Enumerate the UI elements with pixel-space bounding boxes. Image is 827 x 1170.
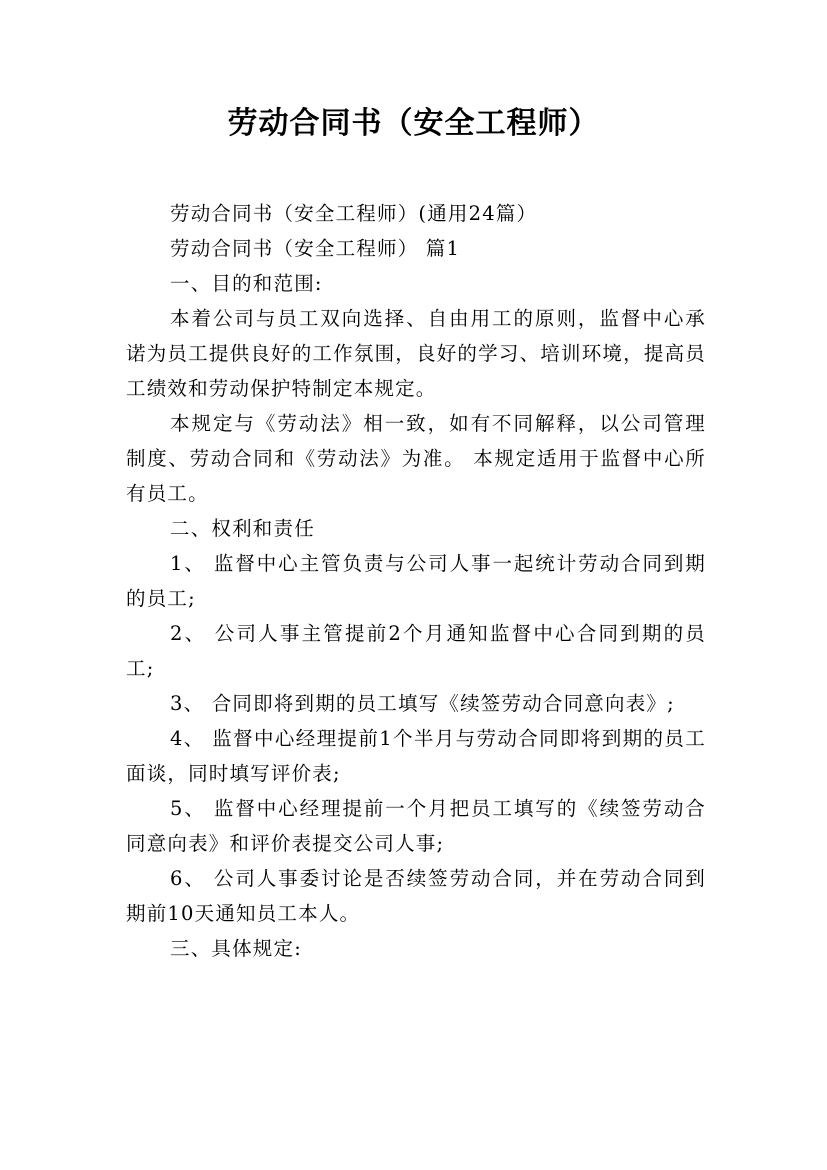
heading-specific-rules: 三、具体规定: [170, 937, 302, 960]
subtitle-paragraph: 劳动合同书（安全工程师）(通用24篇） [170, 202, 538, 225]
list-item-6: 6、 公司人事委讨论是否续签劳动合同，并在劳动合同到期前10天通知员工本人。 [126, 867, 706, 925]
heading-purpose-scope: 一、目的和范围: [170, 272, 323, 295]
paragraph-principle: 本着公司与员工双向选择、自由用工的原则，监督中心承诺为员工提供良好的工作氛围，良好的学习、培训环境，提高员工绩效和劳动保护特制定本规定。 [126, 307, 706, 400]
list-item-3: 3、 合同即将到期的员工填写《续签劳动合同意向表》; [170, 692, 675, 715]
document-body [126, 196, 706, 966]
heading-rights-responsibilities: 二、权利和责任 [170, 517, 315, 540]
list-item-1: 1、 监督中心主管负责与公司人事一起统计劳动合同到期的员工; [126, 552, 706, 610]
document-title: 劳动合同书（安全工程师） [227, 106, 600, 141]
section-heading-part-1: 劳动合同书（安全工程师） 篇1 [170, 237, 461, 260]
list-item-5: 5、 监督中心经理提前一个月把员工填写的《续签劳动合同意向表》和评价表提交公司人事; [126, 797, 706, 855]
list-item-2: 2、 公司人事主管提前2个月通知监督中心合同到期的员工; [126, 622, 706, 680]
list-item-4: 4、 监督中心经理提前1个半月与劳动合同即将到期的员工面谈，同时填写评价表; [126, 727, 706, 785]
paragraph-applicability: 本规定与《劳动法》相一致，如有不同解释，以公司管理制度、劳动合同和《劳动法》为准。 本规定适用于监督中心所有员工。 [126, 412, 706, 505]
